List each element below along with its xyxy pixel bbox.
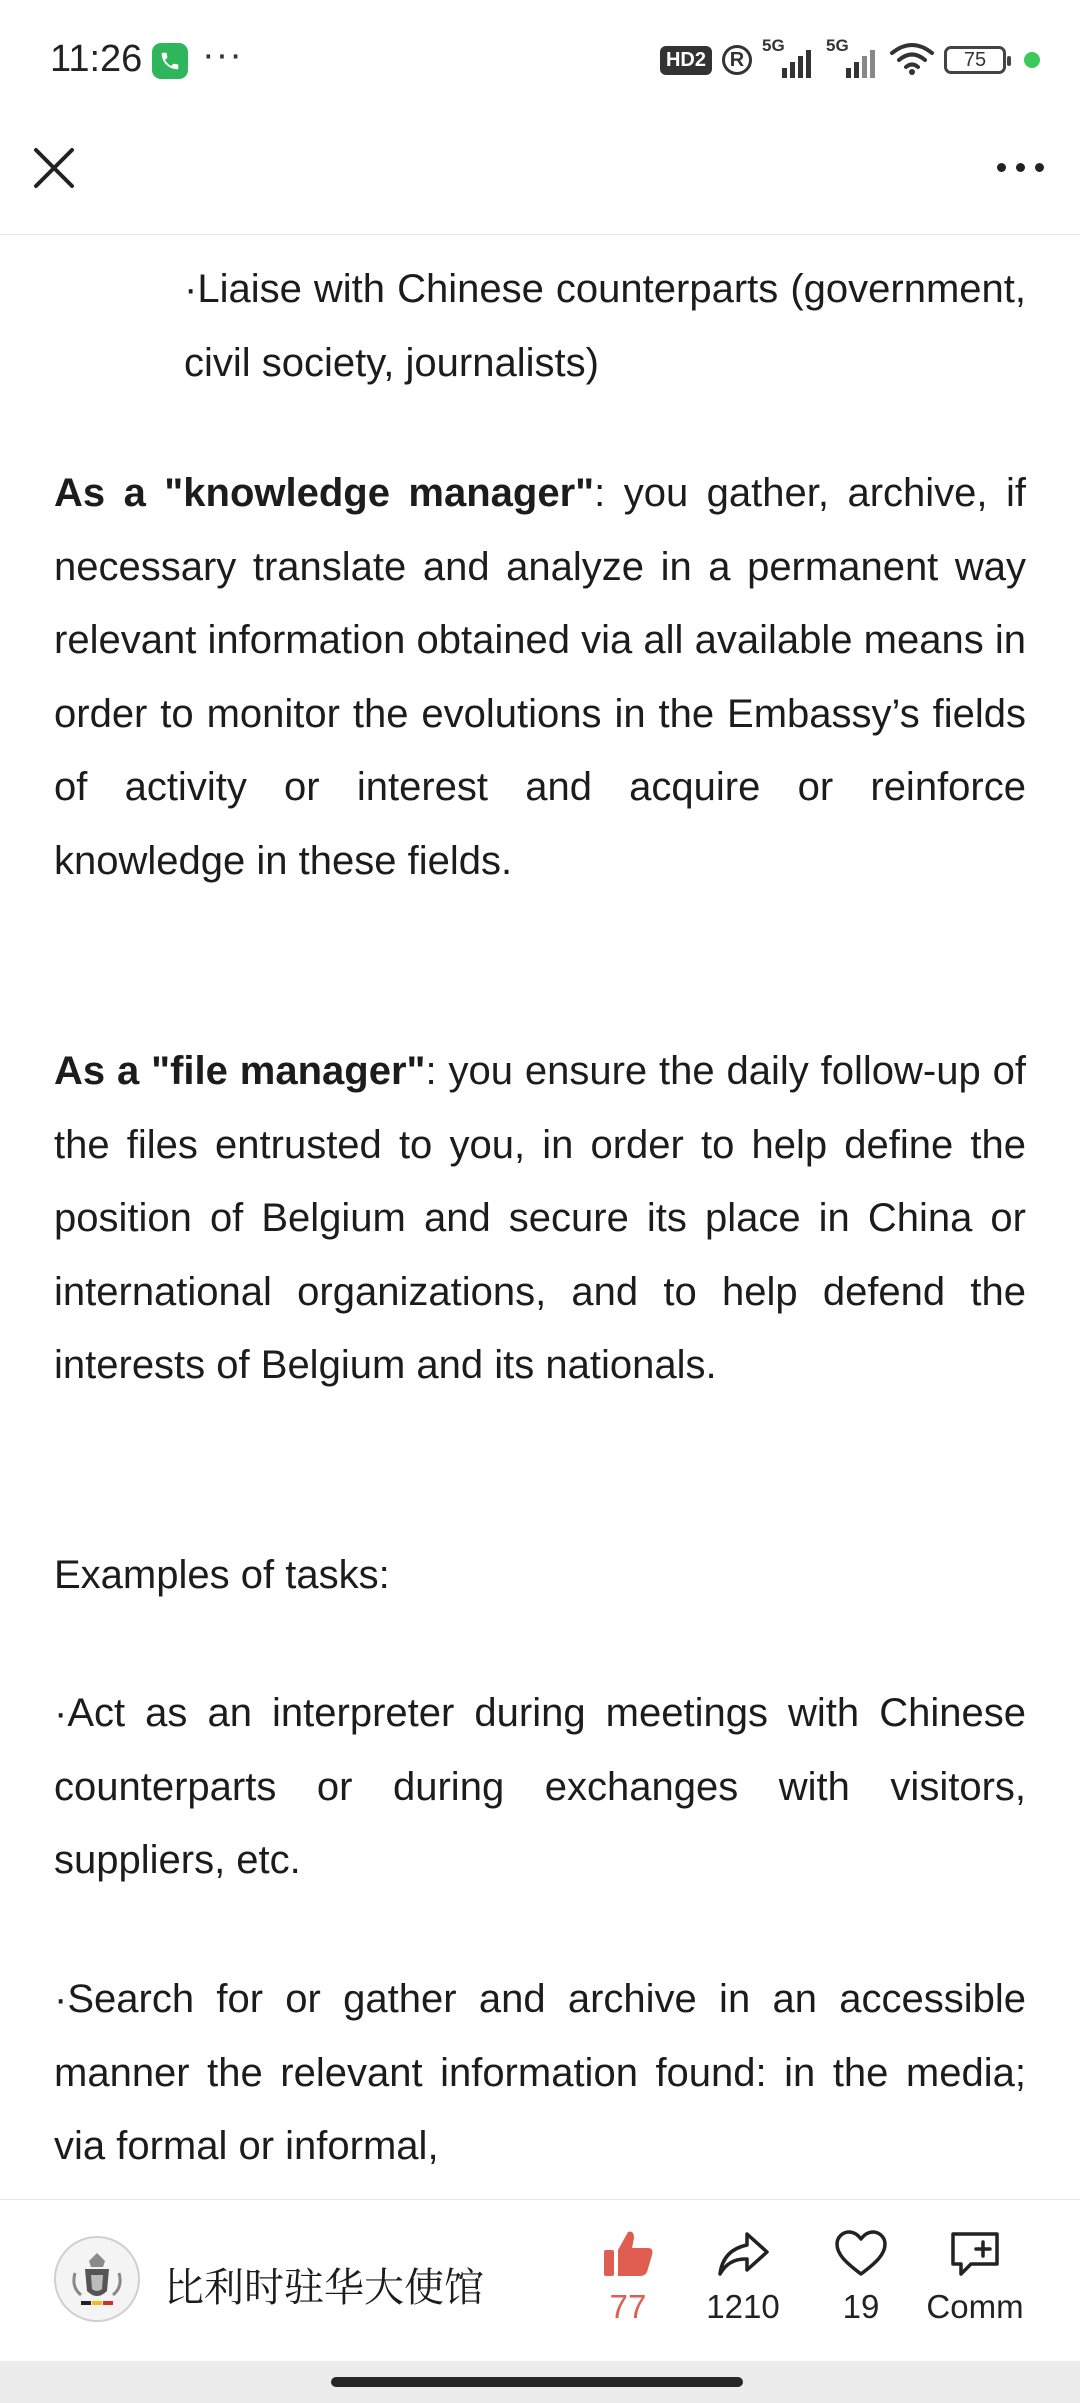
system-navigation-bar [0, 2361, 1080, 2403]
article-paragraph [54, 457, 1026, 898]
like-button[interactable] [573, 2228, 683, 2326]
share-count: 1210 [706, 2288, 780, 2325]
heart-icon [833, 2228, 889, 2280]
article-paragraph [54, 1963, 1026, 2184]
favorite-button[interactable] [806, 2228, 916, 2326]
paragraph-text: ·Search for or gather and archive in an accessible manner the relevant information found: in the media; via formal or informal, [54, 1977, 1026, 2168]
network-type-label: 5G [826, 36, 849, 55]
favorite-count: 19 [842, 2288, 880, 2325]
signal-icon [762, 36, 816, 78]
phone-icon [152, 43, 188, 79]
account-name[interactable]: 比利时驻华大使馆 [164, 2265, 484, 2311]
article-paragraph [54, 1035, 1026, 1403]
registered-icon: R [722, 45, 752, 75]
embassy-crest-icon [67, 2247, 127, 2311]
battery-level: 75 [963, 48, 987, 71]
status-indicator-dot [1024, 52, 1040, 68]
share-icon [715, 2228, 771, 2280]
wifi-icon [890, 41, 934, 80]
paragraph-bold-lead: As a "file manager" [54, 1049, 426, 1093]
battery-icon [944, 46, 1006, 74]
share-button[interactable] [688, 2228, 798, 2326]
article-paragraph [54, 1539, 1026, 1613]
article-content [54, 236, 1026, 2198]
network-type-label: 5G [762, 36, 785, 55]
paragraph-text: ·Act as an interpreter during meetings with Chinese counterparts or during exchanges with visitors, suppliers, etc. [54, 1691, 1026, 1882]
paragraph-bold-lead: As a "knowledge manager" [54, 471, 595, 515]
bottom-action-bar [0, 2199, 1080, 2362]
home-indicator[interactable] [331, 2377, 743, 2387]
more-button[interactable] [990, 152, 1050, 182]
status-time: 11:26 [50, 38, 143, 80]
comment-label: Comm [926, 2288, 1024, 2325]
avatar[interactable] [54, 2236, 140, 2322]
close-icon [30, 144, 78, 192]
comment-button[interactable] [920, 2228, 1030, 2326]
status-bar [0, 0, 1080, 122]
signal-icon [826, 36, 880, 78]
status-overflow-dots: ··· [202, 34, 243, 76]
close-button[interactable] [30, 144, 78, 192]
article-paragraph [54, 1677, 1026, 1898]
paragraph-text: ·Liaise with Chinese counterparts (government, civil society, journalists) [184, 267, 1026, 385]
article-paragraph [184, 253, 1026, 400]
like-count: 77 [609, 2288, 647, 2325]
top-bar [0, 122, 1080, 235]
paragraph-text: Examples of tasks: [54, 1553, 390, 1597]
hd2-icon: HD2 [660, 46, 712, 75]
comment-icon [947, 2228, 1003, 2280]
more-icon [997, 163, 1006, 172]
thumbs-up-icon [600, 2228, 656, 2280]
paragraph-text: : you ensure the daily follow-up of the files entrusted to you, in order to help define the position of Belgium and secure its place in China or international organizations, and to help defend the interests of Belgium and its nationals. [54, 1049, 1026, 1387]
paragraph-text: : you gather, archive, if necessary translate and analyze in a permanent way relevant information obtained via all available means in order to monitor the evolutions in the Embassy’s fields of activity or interest and acquire or reinforce knowledge in these fields. [54, 471, 1026, 883]
